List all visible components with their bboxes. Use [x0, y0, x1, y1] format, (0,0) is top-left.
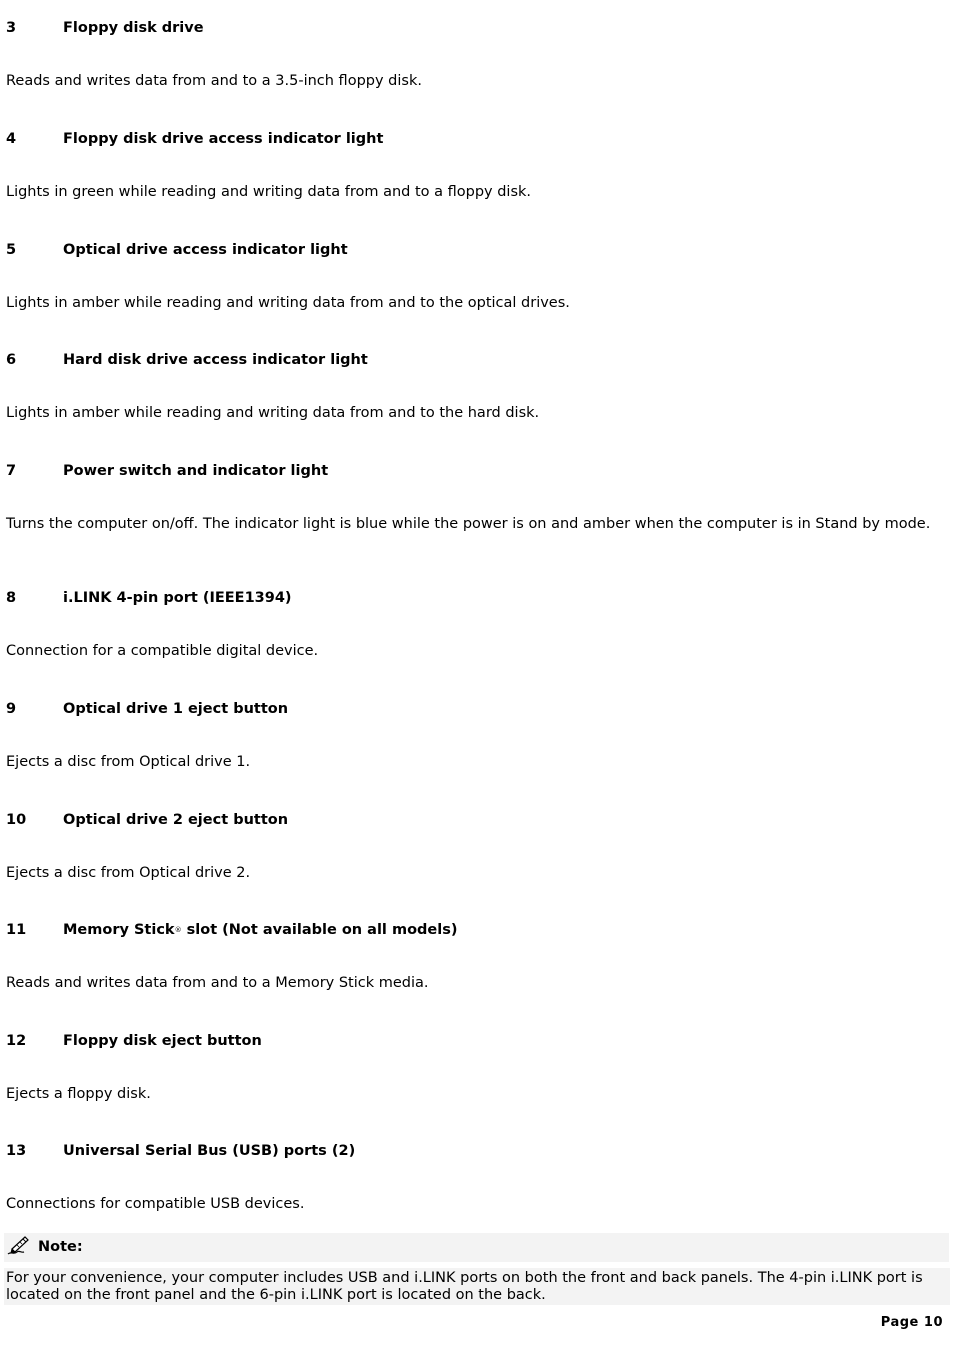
item-heading	[6, 920, 457, 940]
item-number: 6	[6, 352, 17, 368]
item-number: 9	[6, 701, 17, 717]
item-description: Ejects a disc from Optical drive 1.	[6, 754, 251, 770]
item-title: Power switch and indicator light	[63, 463, 329, 479]
item-heading	[6, 461, 328, 481]
item-title: i.LINK 4-pin port (IEEE1394)	[63, 590, 292, 606]
item-heading	[6, 588, 292, 608]
item-heading	[6, 129, 383, 149]
item-description: Connection for a compatible digital device.	[6, 643, 319, 659]
item-title: Hard disk drive access indicator light	[63, 352, 368, 368]
item-title	[63, 920, 457, 940]
item-title: Floppy disk drive access indicator light	[63, 131, 384, 147]
item-heading	[6, 1031, 262, 1051]
item-heading	[6, 18, 204, 38]
item-heading	[6, 350, 368, 370]
item-heading	[6, 810, 288, 830]
pencil-note-icon	[6, 1235, 32, 1257]
item-description: Reads and writes data from and to a 3.5-inch floppy disk.	[6, 73, 422, 89]
item-title: Optical drive 2 eject button	[63, 812, 289, 828]
item-description: Reads and writes data from and to a Memory Stick media.	[6, 975, 429, 991]
page-number: Page 10	[880, 1315, 943, 1330]
item-title-part: Memory Stick	[63, 922, 175, 938]
item-description: Ejects a floppy disk.	[6, 1086, 151, 1102]
item-number: 5	[6, 242, 17, 258]
item-description: Ejects a disc from Optical drive 2.	[6, 865, 251, 881]
item-description: Lights in amber while reading and writing data from and to the hard disk.	[6, 405, 540, 421]
item-title: Optical drive access indicator light	[63, 242, 348, 258]
note-text: For your convenience, your computer includes USB and i.LINK ports on both the front and back panels. The 4-pin i.LINK port is located on the front panel and the 6-pin i.LINK port is located on the back.	[4, 1268, 950, 1305]
item-description: Connections for compatible USB devices.	[6, 1196, 305, 1212]
item-description: Lights in green while reading and writing data from and to a floppy disk.	[6, 184, 532, 200]
note-header	[4, 1233, 949, 1262]
registered-mark: ®	[174, 926, 182, 934]
item-number: 7	[6, 463, 17, 479]
item-number: 8	[6, 590, 17, 606]
item-heading	[6, 699, 288, 719]
item-number: 11	[6, 922, 27, 938]
item-title: Floppy disk eject button	[63, 1033, 262, 1049]
item-title: Floppy disk drive	[63, 20, 204, 36]
item-number: 12	[6, 1033, 27, 1049]
item-title: Universal Serial Bus (USB) ports (2)	[63, 1143, 356, 1159]
item-heading	[6, 1141, 355, 1161]
item-title-part: slot (Not available on all models)	[181, 922, 458, 938]
item-title: Optical drive 1 eject button	[63, 701, 289, 717]
item-description: Lights in amber while reading and writing data from and to the optical drives.	[6, 295, 570, 311]
item-heading	[6, 240, 348, 260]
item-number: 3	[6, 20, 17, 36]
item-description: Turns the computer on/off. The indicator light is blue while the power is on and amber when the computer is in Stand by mode.	[6, 516, 931, 532]
item-number: 13	[6, 1143, 27, 1159]
item-number: 4	[6, 131, 17, 147]
item-number: 10	[6, 812, 27, 828]
note-label: Note:	[38, 1239, 83, 1255]
